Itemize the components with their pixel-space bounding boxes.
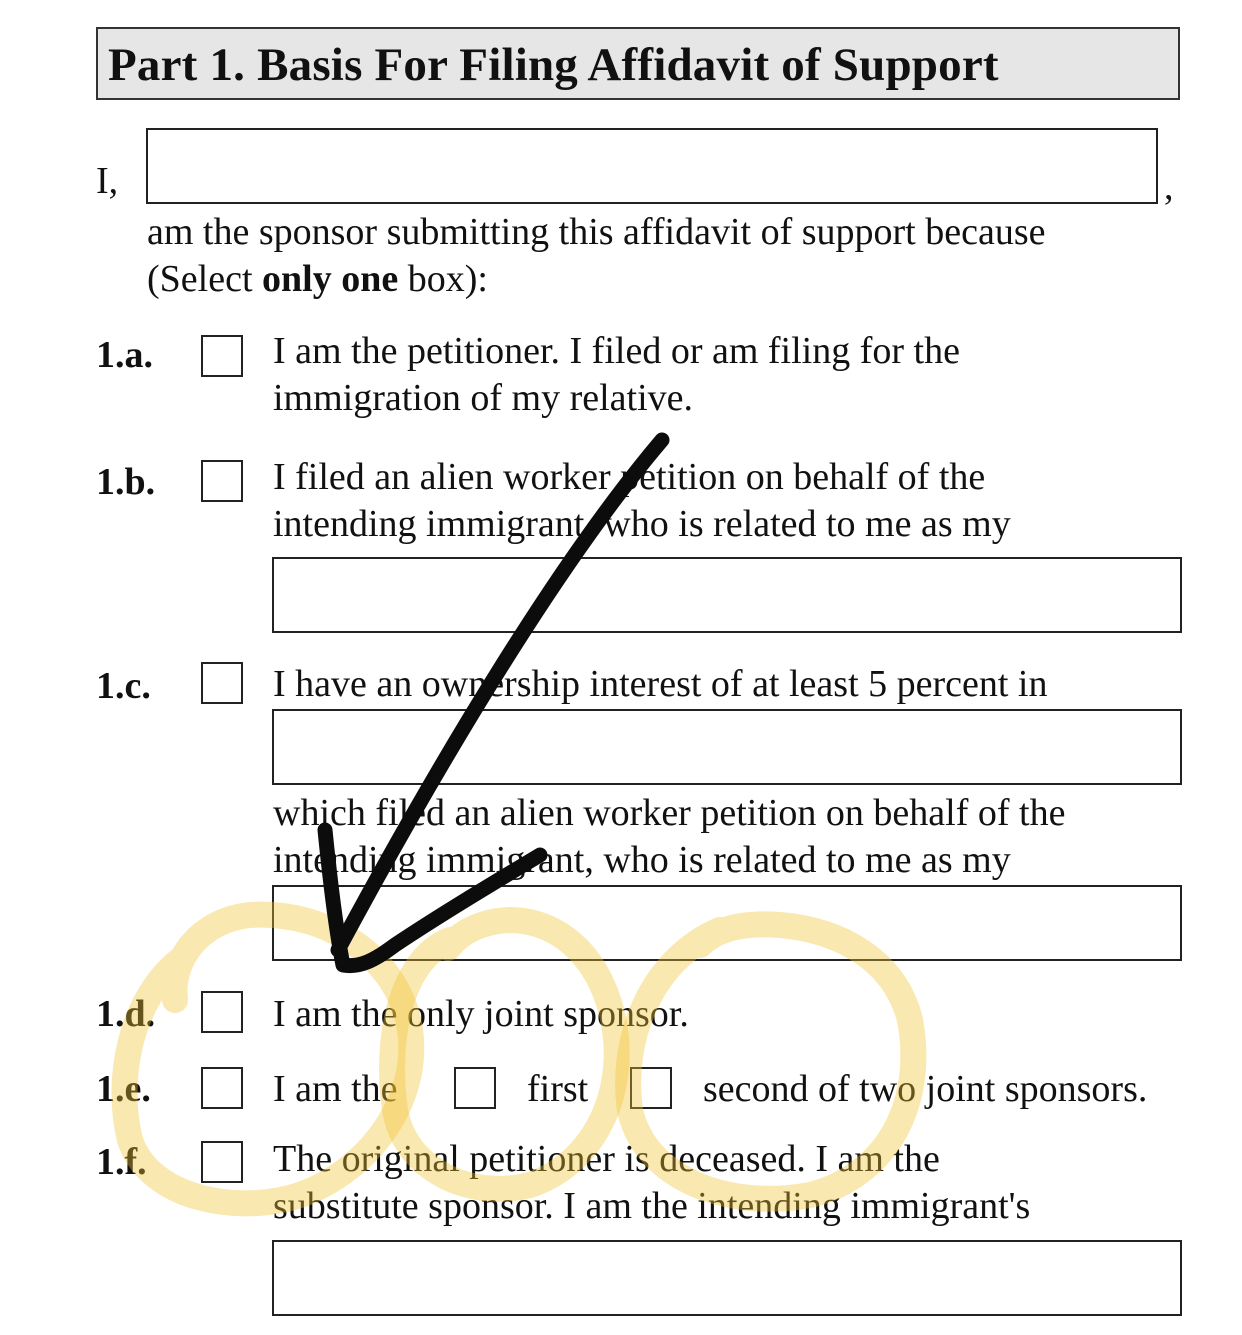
- item-1b-checkbox[interactable]: [201, 460, 243, 502]
- intro-line-2: (Select only one box):: [147, 258, 488, 300]
- intro-prefix: I,: [96, 160, 119, 202]
- item-1e-first-checkbox[interactable]: [454, 1067, 496, 1109]
- item-1e-checkbox[interactable]: [201, 1067, 243, 1109]
- part-1-header: [96, 27, 1180, 100]
- item-1a-line-1: I am the petitioner. I filed or am filing for the: [273, 330, 960, 372]
- item-1b-label: 1.b.: [96, 461, 156, 503]
- item-1c-checkbox[interactable]: [201, 662, 243, 704]
- sponsor-name-field[interactable]: [146, 128, 1158, 204]
- item-1a-line-2: immigration of my relative.: [273, 377, 694, 419]
- part-1-title: Part 1. Basis For Filing Affidavit of Support: [108, 39, 999, 91]
- item-1f-line-2: substitute sponsor. I am the intending immigrant's: [273, 1185, 1031, 1227]
- item-1e-second-checkbox[interactable]: [630, 1067, 672, 1109]
- intro-line-1: am the sponsor submitting this affidavit of support because: [147, 211, 1046, 253]
- item-1f-checkbox[interactable]: [201, 1141, 243, 1183]
- intro-comma: ,: [1164, 166, 1174, 208]
- item-1b-line-2: intending immigrant, who is related to me as my: [273, 503, 1011, 545]
- item-1f-label: 1.f.: [96, 1141, 147, 1183]
- item-1e-text: I am the: [273, 1068, 398, 1110]
- item-1e-label: 1.e.: [96, 1068, 151, 1110]
- item-1e-second-label: second of two joint sponsors.: [703, 1068, 1148, 1110]
- only-one-emphasis: only one: [262, 258, 399, 300]
- item-1f-relationship-field[interactable]: [272, 1240, 1182, 1316]
- item-1b-relationship-field[interactable]: [272, 557, 1182, 633]
- item-1a-label: 1.a.: [96, 334, 153, 376]
- item-1c-relationship-field[interactable]: [272, 885, 1182, 961]
- item-1c-line-2: which filed an alien worker petition on behalf of the: [273, 792, 1066, 834]
- item-1f-line-1: The original petitioner is deceased. I am the: [273, 1138, 940, 1180]
- item-1c-label: 1.c.: [96, 665, 151, 707]
- item-1e-first-label: first: [527, 1068, 589, 1110]
- item-1a-checkbox[interactable]: [201, 335, 243, 377]
- item-1c-entity-field[interactable]: [272, 709, 1182, 785]
- item-1c-line-3: intending immigrant, who is related to me as my: [273, 839, 1011, 881]
- item-1b-line-1: I filed an alien worker petition on behalf of the: [273, 456, 986, 498]
- item-1d-text: I am the only joint sponsor.: [273, 993, 689, 1035]
- item-1c-line-1: I have an ownership interest of at least 5 percent in: [273, 663, 1048, 705]
- item-1d-label: 1.d.: [96, 993, 156, 1035]
- item-1d-checkbox[interactable]: [201, 991, 243, 1033]
